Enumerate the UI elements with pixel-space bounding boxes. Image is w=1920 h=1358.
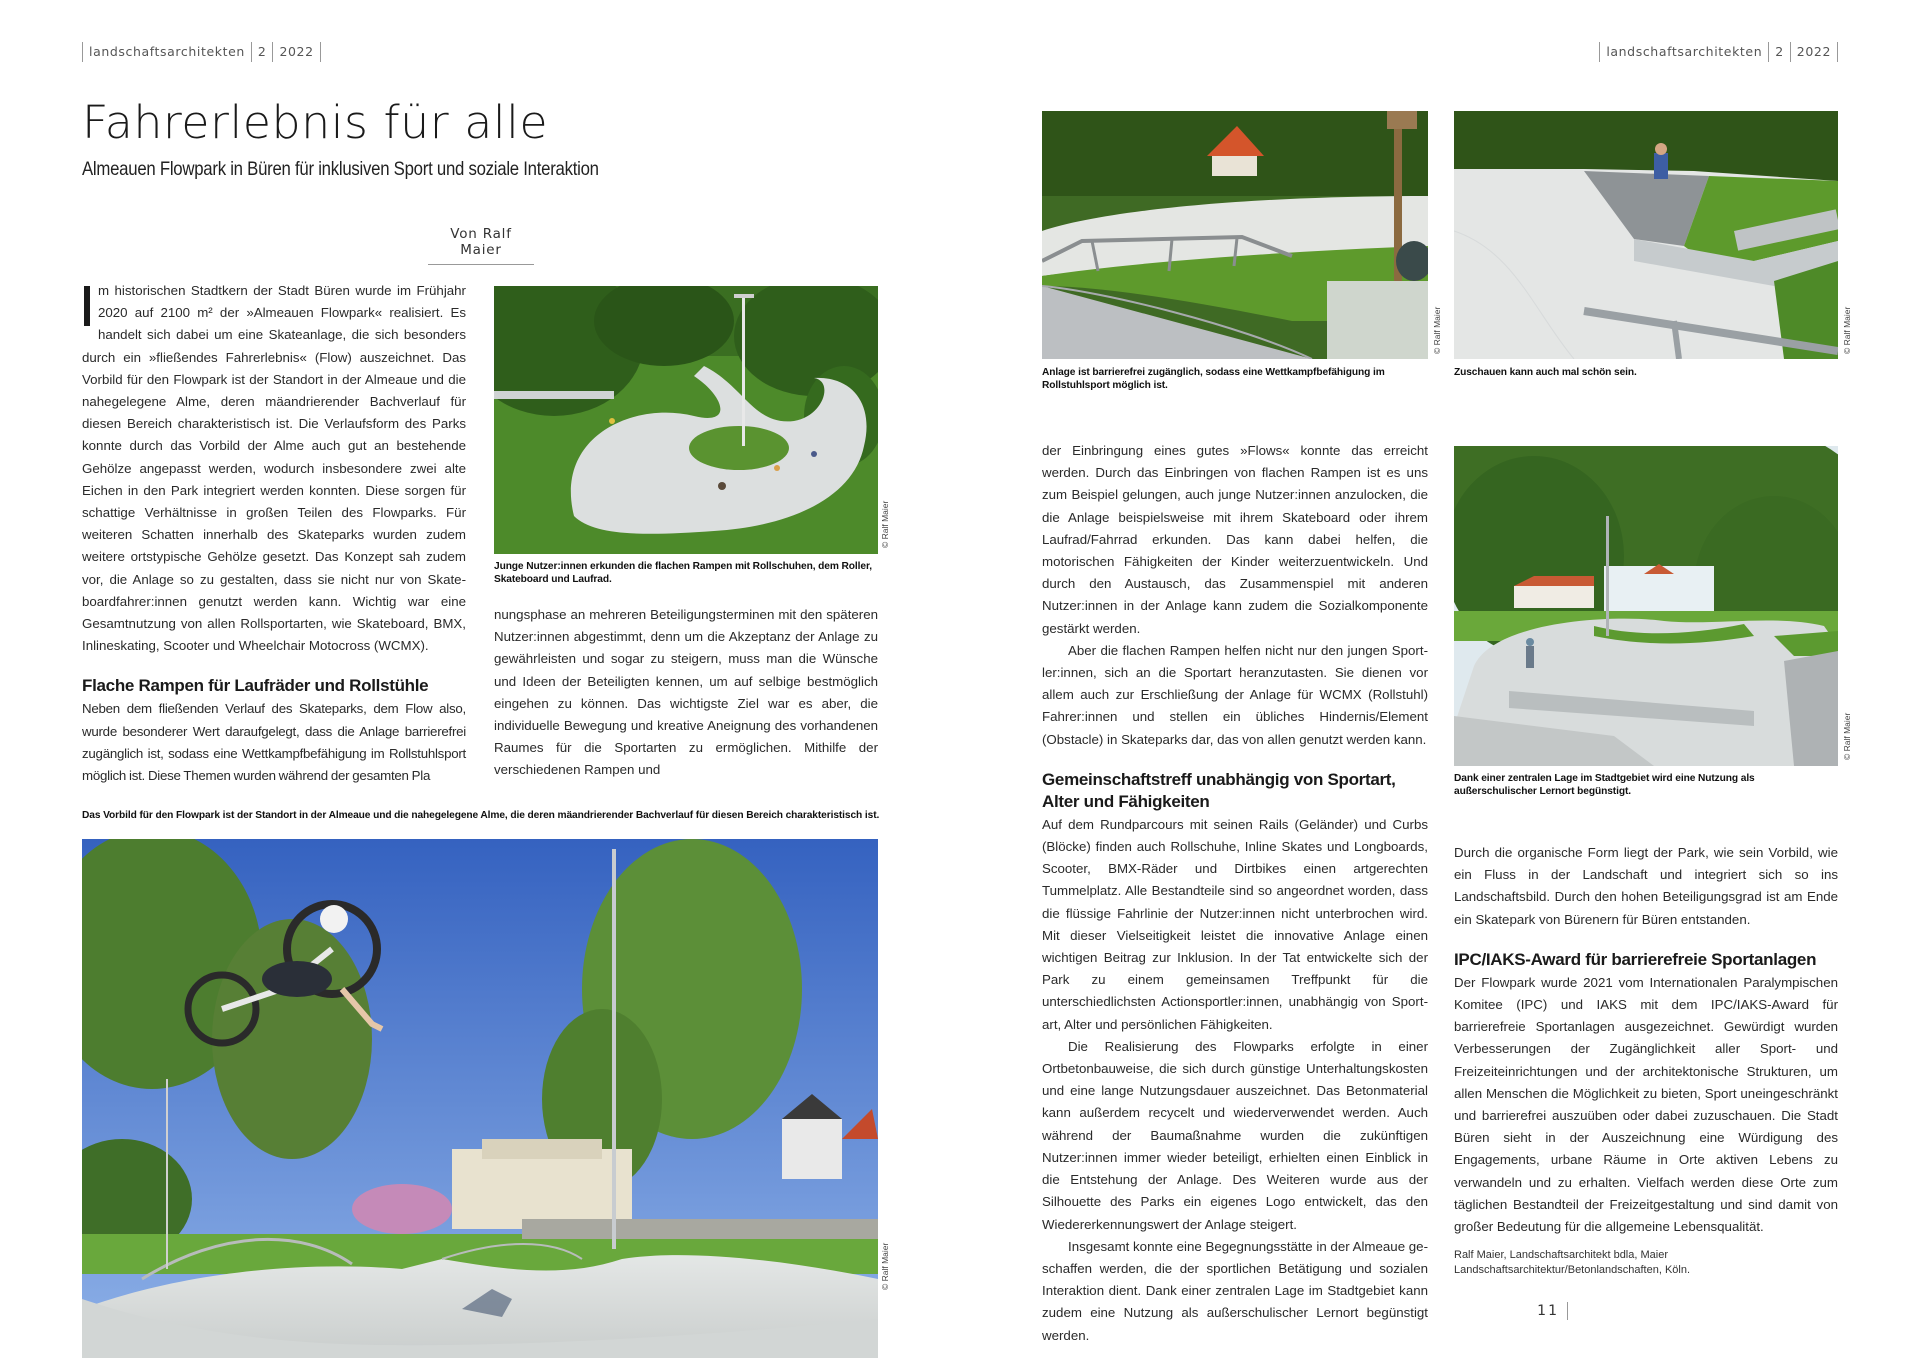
photo-spectator (1454, 111, 1838, 359)
body-paragraph: der Einbringung eines gutes »Flows« konnte das erreicht werden. Durch das Einbringen von flachen Rampen ist es uns zum Beispiel gelungen, auch junge Nutzer:innen anzulocken, die die Anlage beispielsweise mit ihrem Skateboard oder ihrem Laufrad/Fahrrad erkunden. Das kann dabei helfen, die motorischen Fähigkeiten der Kinder weiterzuentwickeln. Und durch den Austausch, das Zusammenspiel mit anderen Nutzer:innen in der Anlage kann zudem die Sozialkomponente gestärkt werden. (1042, 443, 1428, 636)
photo-caption-bmx: Das Vorbild für den Flowpark ist der Standort in der Almeaue und die nahegelegene Alme, die deren mäandrierender Bachverlauf für diesen Bereich charakteristisch ist. (82, 810, 880, 821)
body-paragraph: Aber die flachen Rampen helfen nicht nur den jungen Sportler:innen, sich an die Sportart heranzutasten. Sie dienen vor allem auch zur Erschließung der Anlage für WCMX (Rollstuhl) Fahrer:innen und stellen ein übliches Hindernis/Element (Obstacle) in Skateparks dar, das von allen genutzt werden kann. (1042, 642, 1428, 747)
photo-bmx-jump (82, 839, 878, 1358)
right-column-1 (1042, 440, 1428, 1347)
issue-number: 2 (251, 42, 273, 62)
left-column-1 (82, 280, 466, 787)
magazine-name: landschaftsarchitekten (82, 42, 251, 62)
photo-credit: © Ralf Maier (1842, 306, 1852, 354)
body-paragraph: Neben dem fließenden Verlauf des Skateparks, dem Flow also, wurde besonderer Wert daraufgelegt, dass die Anlage barrierefrei zugänglich ist, sodass eine Wettkampfbefähigung im Rollstuhlsport möglich ist. Diese Themen wurden während der gesamten Pla (82, 701, 466, 784)
photo-credit: © Ralf Maier (1842, 712, 1852, 760)
dropcap-bar (84, 286, 90, 326)
photo-credit: © Ralf Maier (880, 1242, 890, 1290)
photo-caption: Junge Nutzer:innen erkunden die flachen Rampen mit Rollschuhen, dem Roller, Skateboard und Laufrad. (494, 561, 872, 585)
section-heading: IPC/IAKS-Award für barrierefreie Sportanlagen (1454, 949, 1817, 969)
issue-year: 2022 (1790, 42, 1838, 62)
body-paragraph: Durch die organische Form liegt der Park, wie sein Vorbild, wie ein Fluss in der Landschaft und integriert sich so ins Landschaftsbild. Durch den hohen Beteiligungsgrad ist am Ende ein Skatepark von Bürenern für Büren entstanden. (1454, 845, 1838, 927)
author-note: Ralf Maier, Landschaftsarchitekt bdla, Maier Landschaftsarchitektur/Betonlandschaften, Köln. (1454, 1249, 1691, 1277)
body-paragraph: Der Flowpark wurde 2021 vom Internationalen Paralympischen Komitee (IPC) und IAKS mit dem IPC/IAKS-Award für barrierefreie Sportanlagen ausgezeichnet. Gewürdigt wurden Verbesserungen der Zugänglichkeit aller Sport- und Freizeiteinrichtungen und der architektonische Strukturen, um allen Menschen die Möglichkeit zu bieten, Sport uneingeschränkt und barrierefrei auszuüben oder dabei zuzuschauen. Die Stadt Büren sieht in der Auszeichnung eine Würdigung des Engagements, urbane Räume in Orte aktiven Lebens zu verwandeln und zu erhalten. Vielfach werden diese Orte zum täglichen Bestandteil der Freizeitgestaltung und sind damit von großer Bedeutung für die allgemeine Lebensqualität. (1454, 974, 1838, 1235)
article-title: Fahrerlebnis für alle (82, 96, 549, 149)
section-heading: Flache Rampen für Laufräder und Rollstühle (82, 676, 429, 696)
right-page (960, 0, 1920, 1358)
section-heading: Gemeinschaftstreff unabhängig von Sportart, Alter und Fähigkeiten (1042, 769, 1396, 811)
magazine-name: landschaftsarchitekten (1599, 42, 1768, 62)
article-subtitle: Almeauen Flowpark in Büren für inklusiven Sport und soziale Interaktion (82, 158, 599, 180)
left-column-2 (494, 604, 878, 782)
photo-bowl-overview (1454, 446, 1838, 766)
photo-credit: © Ralf Maier (1432, 306, 1442, 354)
running-header (1599, 42, 1838, 62)
photo-aerial-flowpark (494, 286, 878, 554)
intro-paragraph: m historischen Stadtkern der Stadt Büren wurde im Frühjahr 2020 auf 2100 m² der »Almeauen Flowpark« realisiert. Es handelt sich dabei um eine Skateanlage, die sich besonders durch ein »fließendes Fahrerlebnis« (Flow) auszeichnet. Das Vorbild für den Flowpark ist der Standort in der Almeaue und die nahegelegene Alme, deren mäandrierender Bachverlauf für diesen Bereich charakteristisch ist. Die Verlaufsform des Parks konnte durch das Vorbild der Alme auch gut an bestehende Gehölze angepasst werden, wodurch insbesondere zwei alte Eichen in den Park integriert werden konnten. Diese sorgen für schattige Verhältnisse in großen Teilen des Flowparks. Für weiteren Schatten innerhalb des Skateparks wurden zudem weitere ortstypische Gehölze gesetzt. Das Konzept sah zudem vor, die Anlage so zu gestalten, dass sie nicht nur von Skateboardfahrer:innen genutzt werden kann. Wichtig war eine Gesamtnutzung von allen Rollsportarten, wie Skateboard, BMX, Inlineskating, Scooter und Wheelchair Motocross (WCMX). (82, 283, 466, 654)
body-paragraph: Die Realisierung des Flowparks erfolgte in einer Ortbetonbauweise, die sich durch günstige Unterhaltungskosten und eine lange Nutzungsdauer auszeichnet. Das Betonmaterial kann außerdem recycelt und wiederverwendet werden. Auch während der Baumaßnahme wurden die zukünftigen Nutzer:innen immer wieder beteiligt, erhielten einen Einblick in die Entstehung der Anlage. Des Weiteren wurde aus der Silhouette des Parks ein eigenes Logo entwickelt, das den Wiedererkennungswert der Anlage steigert. (1042, 1038, 1428, 1232)
issue-number: 2 (1768, 42, 1790, 62)
photo-caption: Anlage ist barrierefrei zugänglich, sodass eine Wettkampfbefähigung im Rollstuhlsport möglich ist. (1042, 367, 1385, 391)
photo-caption: Dank einer zentralen Lage im Stadtgebiet wird eine Nutzung als außerschulischer Lernort begünstigt. (1454, 773, 1755, 797)
photo-credit: © Ralf Maier (880, 500, 890, 548)
photo-caption: Zuschauen kann auch mal schön sein. (1454, 367, 1637, 378)
right-column-2 (1454, 842, 1838, 1278)
running-header (82, 42, 321, 62)
page-number: 11 (1537, 1302, 1568, 1320)
body-paragraph: Auf dem Rundparcours mit seinen Rails (Geländer) und Curbs (Blöcke) finden auch Rollschuhe, Inline Skates und Longboards, Scooter, BMX-Räder und Dirtbikes einen artgerechten Tummelplatz. Alle Bestandteile sind so angeordnet worden, dass die flüssige Fahrlinie der Nutzer:innen nicht unterbrochen wird. Mit dieser Vielseitigkeit leistet die innovative Anlage einen wichtigen Beitrag zur Inklusion. In der Tat entwickelte sich der Park zu einem gemeinsamen Treffpunkt für die unterschiedlichsten Actionsportler:innen, unabhängig von Sportart, Alter und persönlichen Fähigkeiten. (1042, 816, 1428, 1032)
body-paragraph: Insgesamt konnte eine Begegnungsstätte in der Almeaue geschaffen werden, die der sportlichen Betätigung und sozialen Interaktion dient. Dank einer zentralen Lage im Stadtgebiet kann zudem eine Nutzung als außerschulischer Lernort begünstigt werden. (1042, 1238, 1429, 1343)
body-paragraph: nungsphase an mehreren Beteiligungsterminen mit den späteren Nutzer:innen abgestimmt, denn um die Akzeptanz der Anlage zu gewährleisten und sogar zu steigern, muss man die Wünsche und Ideen der Beteiligten kennen, um auf selbige bestmöglich eingehen zu können. Das wichtigste Ziel war es aber, die individuelle Bewegung und kreative Aneignung des vorhandenen Raumes für die Sportarten zu ermöglichen. Mithilfe der verschiedenen Rampen und (494, 607, 878, 778)
byline: Von Ralf Maier (428, 226, 534, 265)
issue-year: 2022 (272, 42, 320, 62)
photo-rail-path (1042, 111, 1428, 359)
